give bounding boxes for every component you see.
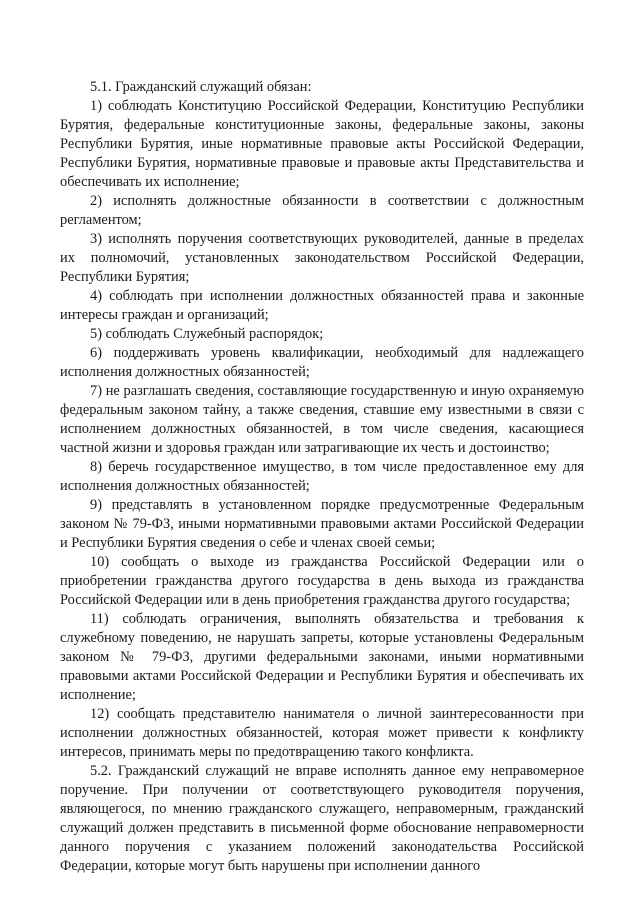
duty-item-10: 10) сообщать о выходе из гражданства Российской Федерации или о приобретении гражданства другого государства в день выхода из гражданства Российской Федерации или в день приобретения гражданства другого государства; xyxy=(60,554,584,608)
duty-item-2: 2) исполнять должностные обязанности в соответствии с должностным регламентом; xyxy=(60,193,584,228)
duty-item-11: 11) соблюдать ограничения, выполнять обязательства и требования к служебному поведению, не нарушать запреты, которые установлены Федеральным законом № 79-ФЗ, другими федеральными законами, иными нормативными правовыми актами Российской Федерации и Республики Бурятия и обеспечивать их исполнение; xyxy=(60,611,584,703)
duty-item-12: 12) сообщать представителю нанимателя о личной заинтересованности при исполнении должностных обязанностей, которая может привести к конфликту интересов, принимать меры по предотвращению такого конфликта. xyxy=(60,706,584,760)
duty-item-5: 5) соблюдать Служебный распорядок; xyxy=(90,326,324,342)
duty-item-4: 4) соблюдать при исполнении должностных обязанностей права и законные интересы граждан и организаций; xyxy=(60,288,584,323)
section-5-1-heading: 5.1. Гражданский служащий обязан: xyxy=(90,79,312,95)
duty-item-6: 6) поддерживать уровень квалификации, необходимый для надлежащего исполнения должностных обязанностей; xyxy=(60,345,584,380)
duty-item-1: 1) соблюдать Конституцию Российской Федерации, Конституцию Республики Бурятия, федеральные конституционные законы, федеральные законы, законы Республики Бурятия, иные нормативные правовые акты Российской Федерации, Республики Бурятия, нормативные правовые и правовые акты Представительства и обеспечивать их исполнение; xyxy=(60,98,584,190)
duty-item-8: 8) беречь государственное имущество, в том числе предоставленное ему для исполнения должностных обязанностей; xyxy=(60,459,584,494)
duty-item-7: 7) не разглашать сведения, составляющие государственную и иную охраняемую федеральным законом тайну, а также сведения, ставшие ему известными в связи с исполнением должностных обязанностей, в том числе сведения, касающиеся частной жизни и здоровья граждан или затрагивающие их честь и достоинство; xyxy=(60,383,584,456)
section-5-2-paragraph: 5.2. Гражданский служащий не вправе исполнять данное ему неправомерное поручение. При получении от соответствующего руководителя поручения, являющегося, по мнению гражданского служащего, неправомерным, гражданский служащий должен представить в письменной форме обоснование неправомерности данного поручения с указанием положений законодательства Российской Федерации, которые могут быть нарушены при исполнении данного xyxy=(60,763,584,874)
duty-item-9: 9) представлять в установленном порядке предусмотренные Федеральным законом № 79-ФЗ, иными нормативными правовыми актами Российской Федерации и Республики Бурятия сведения о себе и членах своей семьи; xyxy=(60,497,584,551)
document-page xyxy=(60,78,584,876)
duty-item-3: 3) исполнять поручения соответствующих руководителей, данные в пределах их полномочий, установленных законодательством Российской Федерации, Республики Бурятия; xyxy=(60,231,584,285)
